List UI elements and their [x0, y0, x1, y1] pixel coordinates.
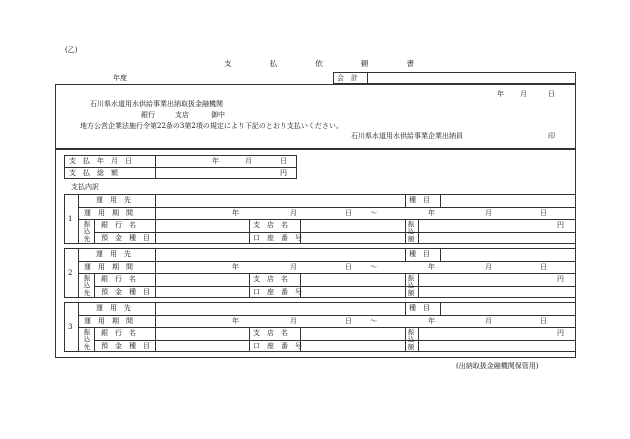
- account-number-label: 口 座 番 号: [253, 233, 302, 242]
- transfer-amount-yen: 円: [557, 221, 564, 229]
- deposit-type-field[interactable]: [156, 287, 248, 297]
- transfer-amount-yen: 円: [557, 329, 564, 337]
- deposit-type-field[interactable]: [156, 341, 248, 351]
- period-start-month: 月: [290, 208, 297, 217]
- account-number-field[interactable]: [301, 233, 404, 243]
- branch-name-label: 支 店 名: [253, 329, 288, 337]
- period-start-day: 日: [345, 208, 352, 217]
- recipient-institution: 石川県水道用水供給事業出納取扱金融機関: [90, 100, 223, 108]
- payment-date-year: 年: [212, 157, 219, 165]
- branch-name-field[interactable]: [301, 328, 404, 338]
- transfer-amount-label: 振 込 額: [407, 220, 415, 243]
- period-start-day: 日: [345, 316, 352, 325]
- recipient-bank: 銀行: [141, 111, 155, 119]
- entry-number: 3: [68, 323, 73, 331]
- transfer-amount-field[interactable]: [419, 328, 555, 351]
- accounting-field[interactable]: [368, 73, 574, 83]
- account-number-label: 口 座 番 号: [253, 341, 302, 350]
- bank-name-label: 銀 行 名: [101, 275, 136, 283]
- period-end-day: 日: [540, 208, 547, 217]
- form-title: [224, 60, 414, 68]
- period-start-month: 月: [290, 316, 297, 325]
- period-end-day: 日: [540, 316, 547, 325]
- title-char: 依: [315, 59, 323, 68]
- entry-number: 2: [68, 269, 73, 277]
- seal-mark: 印: [548, 132, 555, 140]
- category-field[interactable]: [441, 249, 575, 259]
- period-start-year: 年: [232, 262, 239, 271]
- account-number-label: 口 座 番 号: [253, 287, 302, 296]
- bank-name-label: 銀 行 名: [101, 329, 136, 337]
- period-end-year: 年: [428, 316, 435, 325]
- total-amount-label: 支 払 総 額: [69, 169, 118, 177]
- request-date-month: 月: [520, 90, 527, 98]
- transfer-amount-label: 振 込 額: [407, 274, 415, 297]
- payee-field[interactable]: [156, 195, 404, 205]
- transfer-amount-yen: 円: [557, 275, 564, 283]
- period-separator: 〜: [370, 262, 377, 271]
- account-number-field[interactable]: [301, 341, 404, 351]
- transfer-amount-field[interactable]: [419, 274, 555, 297]
- payee-label: 運 用 先: [96, 250, 131, 258]
- transfer-to-label: 振 込 先: [83, 220, 91, 243]
- period-field[interactable]: [156, 208, 575, 218]
- deposit-type-field[interactable]: [156, 233, 248, 243]
- branch-name-field[interactable]: [301, 220, 404, 230]
- request-date-day: 日: [548, 90, 555, 98]
- period-field[interactable]: [156, 316, 575, 326]
- payment-date-day: 日: [280, 157, 287, 165]
- payment-date-label: 支 払 年 月 日: [69, 157, 132, 165]
- period-start-year: 年: [232, 316, 239, 325]
- transfer-to-label: 振 込 先: [83, 274, 91, 297]
- branch-name-field[interactable]: [301, 274, 404, 284]
- transfer-amount-field[interactable]: [419, 220, 555, 243]
- account-number-field[interactable]: [301, 287, 404, 297]
- category-label: 種 目: [409, 196, 430, 204]
- bank-name-label: 銀 行 名: [101, 221, 136, 229]
- period-end-month: 月: [485, 262, 492, 271]
- payment-date-field[interactable]: [156, 156, 296, 166]
- period-end-year: 年: [428, 262, 435, 271]
- fiscal-year-label: 年度: [113, 74, 127, 82]
- category-label: 種 目: [409, 250, 430, 258]
- recipient-branch: 支店: [175, 111, 189, 119]
- request-date-field[interactable]: [470, 88, 560, 98]
- deposit-type-label: 預 金 種 目: [101, 233, 150, 242]
- payee-label: 運 用 先: [96, 196, 131, 204]
- period-end-year: 年: [428, 208, 435, 217]
- branch-name-label: 支 店 名: [253, 275, 288, 283]
- category-field[interactable]: [441, 195, 575, 205]
- bank-name-field[interactable]: [156, 220, 248, 230]
- title-char: 書: [406, 59, 414, 68]
- form-variant: (乙): [65, 46, 78, 54]
- issuer-title: 石川県水道用水供給事業企業出納員: [351, 132, 463, 140]
- period-label: 運 用 期 間: [84, 316, 133, 325]
- bank-name-field[interactable]: [156, 274, 248, 284]
- period-end-month: 月: [485, 208, 492, 217]
- period-start-month: 月: [290, 262, 297, 271]
- period-label: 運 用 期 間: [84, 262, 133, 271]
- title-char: 頼: [360, 59, 369, 68]
- request-date-year: 年: [497, 90, 504, 98]
- period-end-month: 月: [485, 316, 492, 325]
- bank-name-field[interactable]: [156, 328, 248, 338]
- accounting-label: 会 計: [337, 74, 358, 82]
- branch-name-label: 支 店 名: [253, 221, 288, 229]
- total-amount-yen: 円: [280, 169, 287, 177]
- period-label: 運 用 期 間: [84, 208, 133, 217]
- total-amount-field[interactable]: [156, 168, 296, 178]
- period-field[interactable]: [156, 262, 575, 272]
- payment-date-month: 月: [245, 157, 252, 165]
- period-separator: 〜: [370, 316, 377, 325]
- period-separator: 〜: [370, 208, 377, 217]
- category-field[interactable]: [441, 303, 575, 313]
- payee-label: 運 用 先: [96, 304, 131, 312]
- entry-number: 1: [68, 215, 73, 223]
- legal-statement: 地方公営企業法施行令第22条の3第2項の規定により下記のとおり支払いください。: [80, 122, 343, 130]
- category-label: 種 目: [409, 304, 430, 312]
- payee-field[interactable]: [156, 249, 404, 259]
- recipient-honorific: 御中: [211, 111, 225, 119]
- details-title: 支払内訳: [71, 183, 99, 191]
- period-end-day: 日: [540, 262, 547, 271]
- title-char: 支: [224, 59, 232, 68]
- period-start-year: 年: [232, 208, 239, 217]
- footer-note: (出納取扱金融機関保管用): [456, 362, 539, 370]
- transfer-to-label: 振 込 先: [83, 328, 91, 351]
- period-start-day: 日: [345, 262, 352, 271]
- deposit-type-label: 預 金 種 目: [101, 287, 150, 296]
- payee-field[interactable]: [156, 303, 404, 313]
- deposit-type-label: 預 金 種 目: [101, 341, 150, 350]
- transfer-amount-label: 振 込 額: [407, 328, 415, 351]
- title-char: 払: [269, 59, 278, 68]
